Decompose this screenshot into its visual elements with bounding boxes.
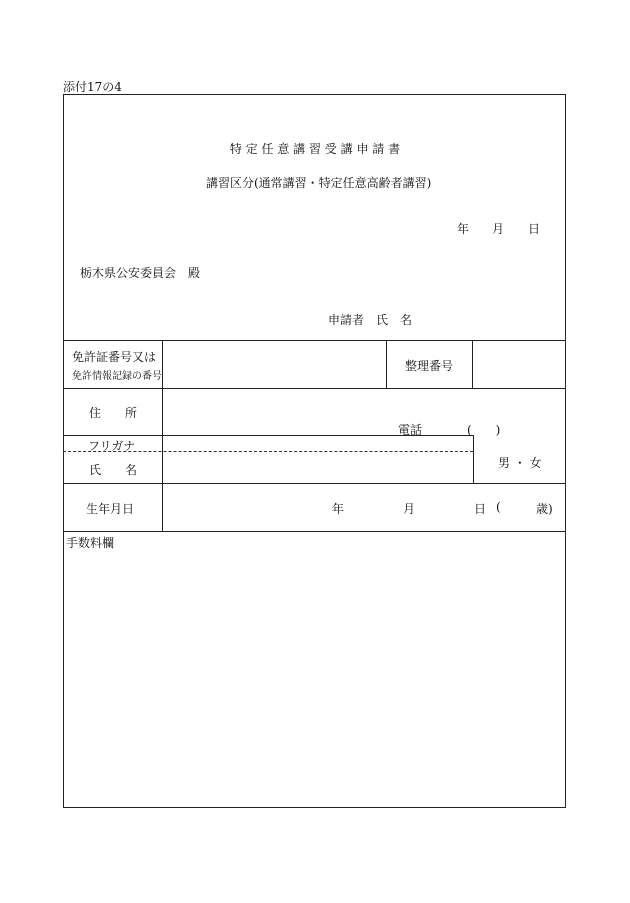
reference-number-field[interactable] — [474, 342, 564, 386]
date-day-label: 日 — [528, 222, 541, 236]
gender-selector[interactable]: 男 ・ 女 — [498, 456, 542, 470]
table-row-divider — [63, 388, 566, 389]
attachment-label: 添付17の4 — [63, 80, 122, 94]
birth-day-label: 日 — [474, 502, 487, 516]
name-field[interactable] — [164, 453, 470, 481]
license-number-field[interactable] — [164, 342, 384, 386]
age-open-paren: ( — [496, 500, 501, 514]
gender-column-divider — [473, 435, 474, 483]
phone-area-code-paren: ( ) — [467, 423, 501, 437]
address-label: 住 所 — [89, 406, 138, 420]
license-record-label: 免許情報記録の番号 — [72, 371, 162, 382]
furigana-label: フリガナ — [88, 439, 136, 453]
birth-year-label: 年 — [332, 502, 345, 516]
fee-section-label: 手数料欄 — [66, 536, 115, 550]
table-row-divider — [63, 483, 566, 484]
date-month-label: 月 — [492, 222, 505, 236]
license-number-label: 免許証番号又は — [72, 350, 157, 364]
name-label: 氏 名 — [89, 463, 138, 477]
fee-stamp-area — [65, 552, 564, 806]
table-bottom-border — [63, 531, 566, 532]
birthdate-label: 生年月日 — [86, 502, 135, 516]
phone-label: 電話 — [398, 423, 423, 437]
furigana-field[interactable] — [164, 437, 470, 450]
date-year-label: 年 — [457, 222, 470, 236]
table-top-border — [63, 340, 566, 341]
reference-column-divider — [386, 340, 387, 388]
age-label: 歳) — [536, 502, 553, 516]
birthdate-field[interactable] — [164, 485, 564, 529]
addressee: 栃木県公安委員会 殿 — [80, 266, 201, 280]
applicant-name-label: 申請者 氏 名 — [328, 313, 413, 327]
reference-value-divider — [472, 340, 473, 388]
birth-month-label: 月 — [403, 502, 416, 516]
course-category: 講習区分(通常講習・特定任意高齢者講習) — [206, 176, 432, 190]
form-title: 特 定 任 意 講 習 受 講 申 請 書 — [229, 142, 401, 156]
label-column-divider — [162, 340, 163, 531]
reference-number-label: 整理番号 — [405, 359, 454, 373]
address-field[interactable] — [164, 390, 394, 433]
